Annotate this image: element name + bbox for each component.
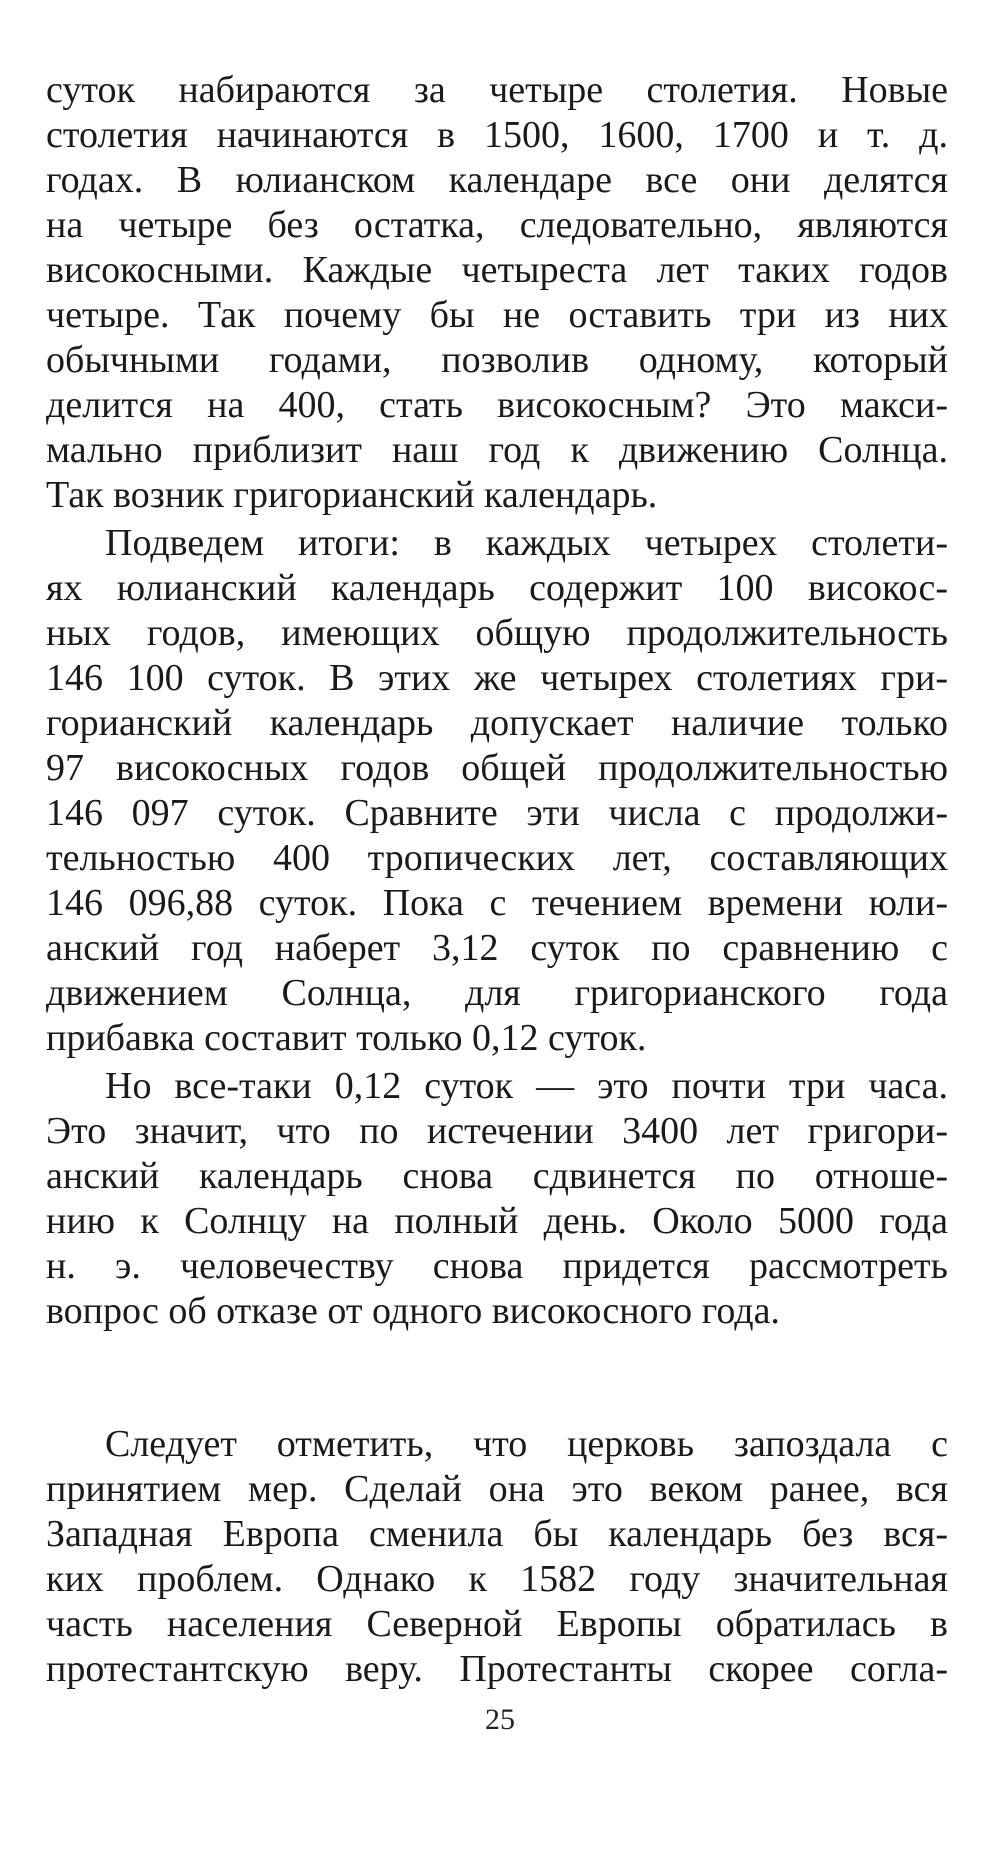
page-number: 25 [485, 1703, 515, 1736]
text-line: 97 високосных годов общей продолжительностью [46, 747, 948, 789]
text-line: Это значит, что по истечении 3400 лет григори- [46, 1110, 948, 1152]
text-line: Западная Европа сменила бы календарь без вся- [46, 1513, 948, 1555]
text-line: часть населения Северной Европы обратилась в [46, 1603, 948, 1645]
text-line: делится на 400, стать високосным? Это макси- [46, 384, 948, 426]
text-line: ких проблем. Однако к 1582 году значительная [46, 1558, 948, 1600]
text-line: Но все-таки 0,12 суток — это почти три часа. [105, 1065, 948, 1107]
text-line: движением Солнца, для григорианского года [46, 972, 948, 1014]
text-line: нию к Солнцу на полный день. Около 5000 года [46, 1200, 948, 1242]
text-line: годах. В юлианском календаре все они делятся [46, 159, 948, 201]
text-line: ных годов, имеющих общую продолжительность [46, 612, 948, 654]
text-line: вопрос об отказе от одного високосного года. [46, 1290, 780, 1332]
text-line: анский календарь снова сдвинется по отноше- [46, 1155, 948, 1197]
text-line: мально приблизит наш год к движению Солнца. [46, 429, 948, 471]
text-line: 146 096,88 суток. Пока с течением времени юли- [46, 882, 948, 924]
text-line: 146 097 суток. Сравните эти числа с продолжи- [46, 792, 948, 834]
text-line: прибавка составит только 0,12 суток. [46, 1017, 647, 1059]
text-line: анский год наберет 3,12 суток по сравнению с [46, 927, 948, 969]
text-line: обычными годами, позволив одному, который [46, 339, 948, 381]
text-line: протестантскую веру. Протестанты скорее согла- [46, 1648, 948, 1690]
text-line: Так возник григорианский календарь. [46, 474, 658, 516]
text-line: горианский календарь допускает наличие только [46, 702, 948, 744]
text-line: суток набираются за четыре столетия. Новые [46, 69, 948, 111]
text-line: ях юлианский календарь содержит 100 високос- [46, 567, 948, 609]
text-line: Подведем итоги: в каждых четырех столети- [105, 522, 948, 564]
text-line: н. э. человечеству снова придется рассмотреть [46, 1245, 948, 1287]
text-line: Следует отметить, что церковь запоздала с [105, 1423, 948, 1465]
text-line: столетия начинаются в 1500, 1600, 1700 и т. д. [46, 114, 948, 156]
text-line: 146 100 суток. В этих же четырех столетиях гри- [46, 657, 948, 699]
text-line: високосными. Каждые четыреста лет таких годов [46, 249, 948, 291]
text-line: на четыре без остатка, следовательно, являются [46, 204, 948, 246]
text-line: тельностью 400 тропических лет, составляющих [46, 837, 948, 879]
text-line: четыре. Так почему бы не оставить три из них [46, 294, 948, 336]
text-line: принятием мер. Сделай она это веком ранее, вся [46, 1468, 948, 1510]
